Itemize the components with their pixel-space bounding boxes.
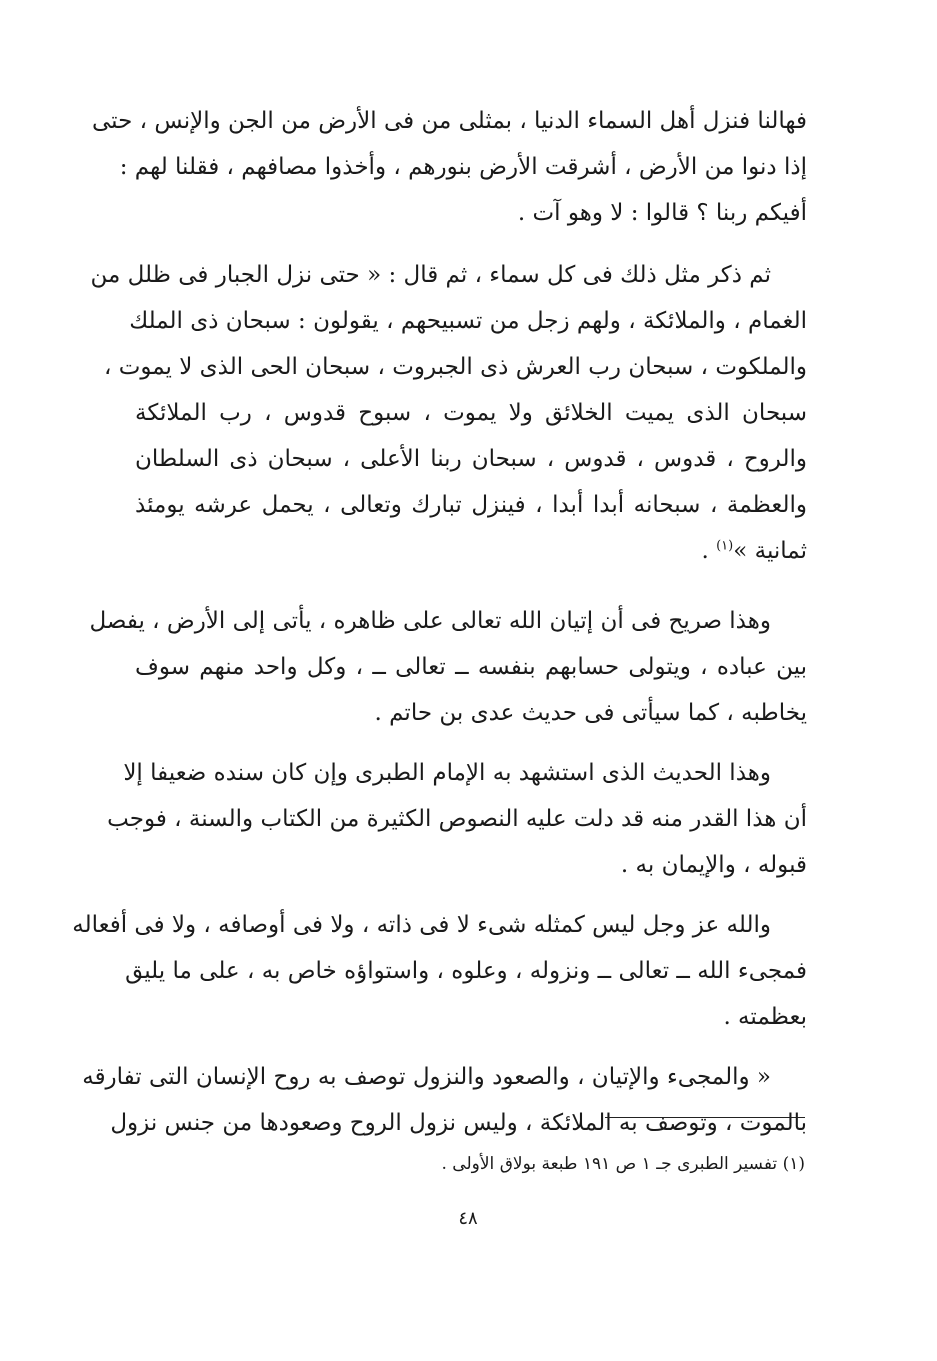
- text-line: أفيكم ربنا ؟ قالوا : لا وهو آت .: [517, 200, 807, 226]
- footnote: (١) تفسير الطبرى جـ ١ ص ١٩١ طبعة بولاق الأولى .: [441, 1154, 805, 1174]
- footnote-reference: (١): [716, 538, 734, 554]
- text-line: قبوله ، والإيمان به .: [620, 852, 807, 878]
- text-fragment: .: [701, 538, 717, 564]
- text-line: وهذا الحديث الذى استشهد به الإمام الطبرى وإن كان سنده ضعيفا إلا: [123, 760, 771, 786]
- text-fragment: ثمانية »: [733, 538, 807, 564]
- text-line: والله عز وجل ليس كمثله شىء لا فى ذاته ، ولا فى أوصافه ، ولا فى أفعاله: [72, 912, 771, 938]
- text-line: سبحان الذى يميت الخلائق ولا يموت ، سبوح قدوس ، رب الملائكة: [135, 400, 807, 426]
- text-line: [135, 528, 807, 574]
- paragraph-6: [82, 1054, 807, 1146]
- page-number: ٤٨: [458, 1208, 478, 1229]
- text-line: بعظمته .: [723, 1004, 807, 1030]
- text-line: فمجىء الله ــ تعالى ــ ونزوله ، وعلوه ، واستواؤه خاص به ، على ما يليق: [125, 958, 807, 984]
- text-line: يخاطبه ، كما سيأتى فى حديث عدى بن حاتم .: [374, 700, 807, 726]
- paragraph-4: [107, 750, 807, 888]
- paragraph-2: [90, 252, 807, 574]
- page-body: [72, 98, 807, 1146]
- text-line: وهذا صريح فى أن إتيان الله تعالى على ظاهره ، يأتى إلى الأرض ، يفصل: [89, 608, 771, 634]
- text-line: والعظمة ، سبحانه أبدا أبدا ، فينزل تبارك وتعالى ، يحمل عرشه يومئذ: [135, 492, 807, 518]
- text-line: ثم ذكر مثل ذلك فى كل سماء ، ثم قال : « حتى نزل الجبار فى ظلل من: [90, 262, 771, 288]
- paragraph-3: [89, 598, 807, 736]
- text-line: الغمام ، والملائكة ، ولهم زجل من تسبيحهم ، يقولون : سبحان ذى الملك: [129, 308, 807, 334]
- paragraph-1: [92, 98, 807, 236]
- text-line: بين عباده ، ويتولى حسابهم بنفسه ــ تعالى ــ ، وكل واحد منهم سوف: [135, 654, 807, 680]
- text-line: بالموت ، وتوصف به الملائكة ، وليس نزول الروح وصعودها من جنس نزول: [110, 1110, 807, 1136]
- text-line: أن هذا القدر منه قد دلت عليه النصوص الكثيرة من الكتاب والسنة ، فوجب: [107, 806, 807, 832]
- text-line: والملكوت ، سبحان رب العرش ذى الجبروت ، سبحان الحى الذى لا يموت ،: [103, 354, 807, 380]
- text-line: فهالنا فنزل أهل السماء الدنيا ، بمثلى من فى الأرض من الجن والإنس ، حتى: [92, 108, 807, 134]
- paragraph-5: [72, 902, 807, 1040]
- footnote-separator: [605, 1117, 805, 1118]
- text-line: والروح ، قدوس ، قدوس ، سبحان ربنا الأعلى ، سبحان ذى السلطان: [135, 446, 807, 472]
- text-line: « والمجىء والإتيان ، والصعود والنزول توصف به روح الإنسان التى تفارقه: [82, 1064, 771, 1090]
- text-line: إذا دنوا من الأرض ، أشرقت الأرض بنورهم ، وأخذوا مصافهم ، فقلنا لهم :: [119, 154, 807, 180]
